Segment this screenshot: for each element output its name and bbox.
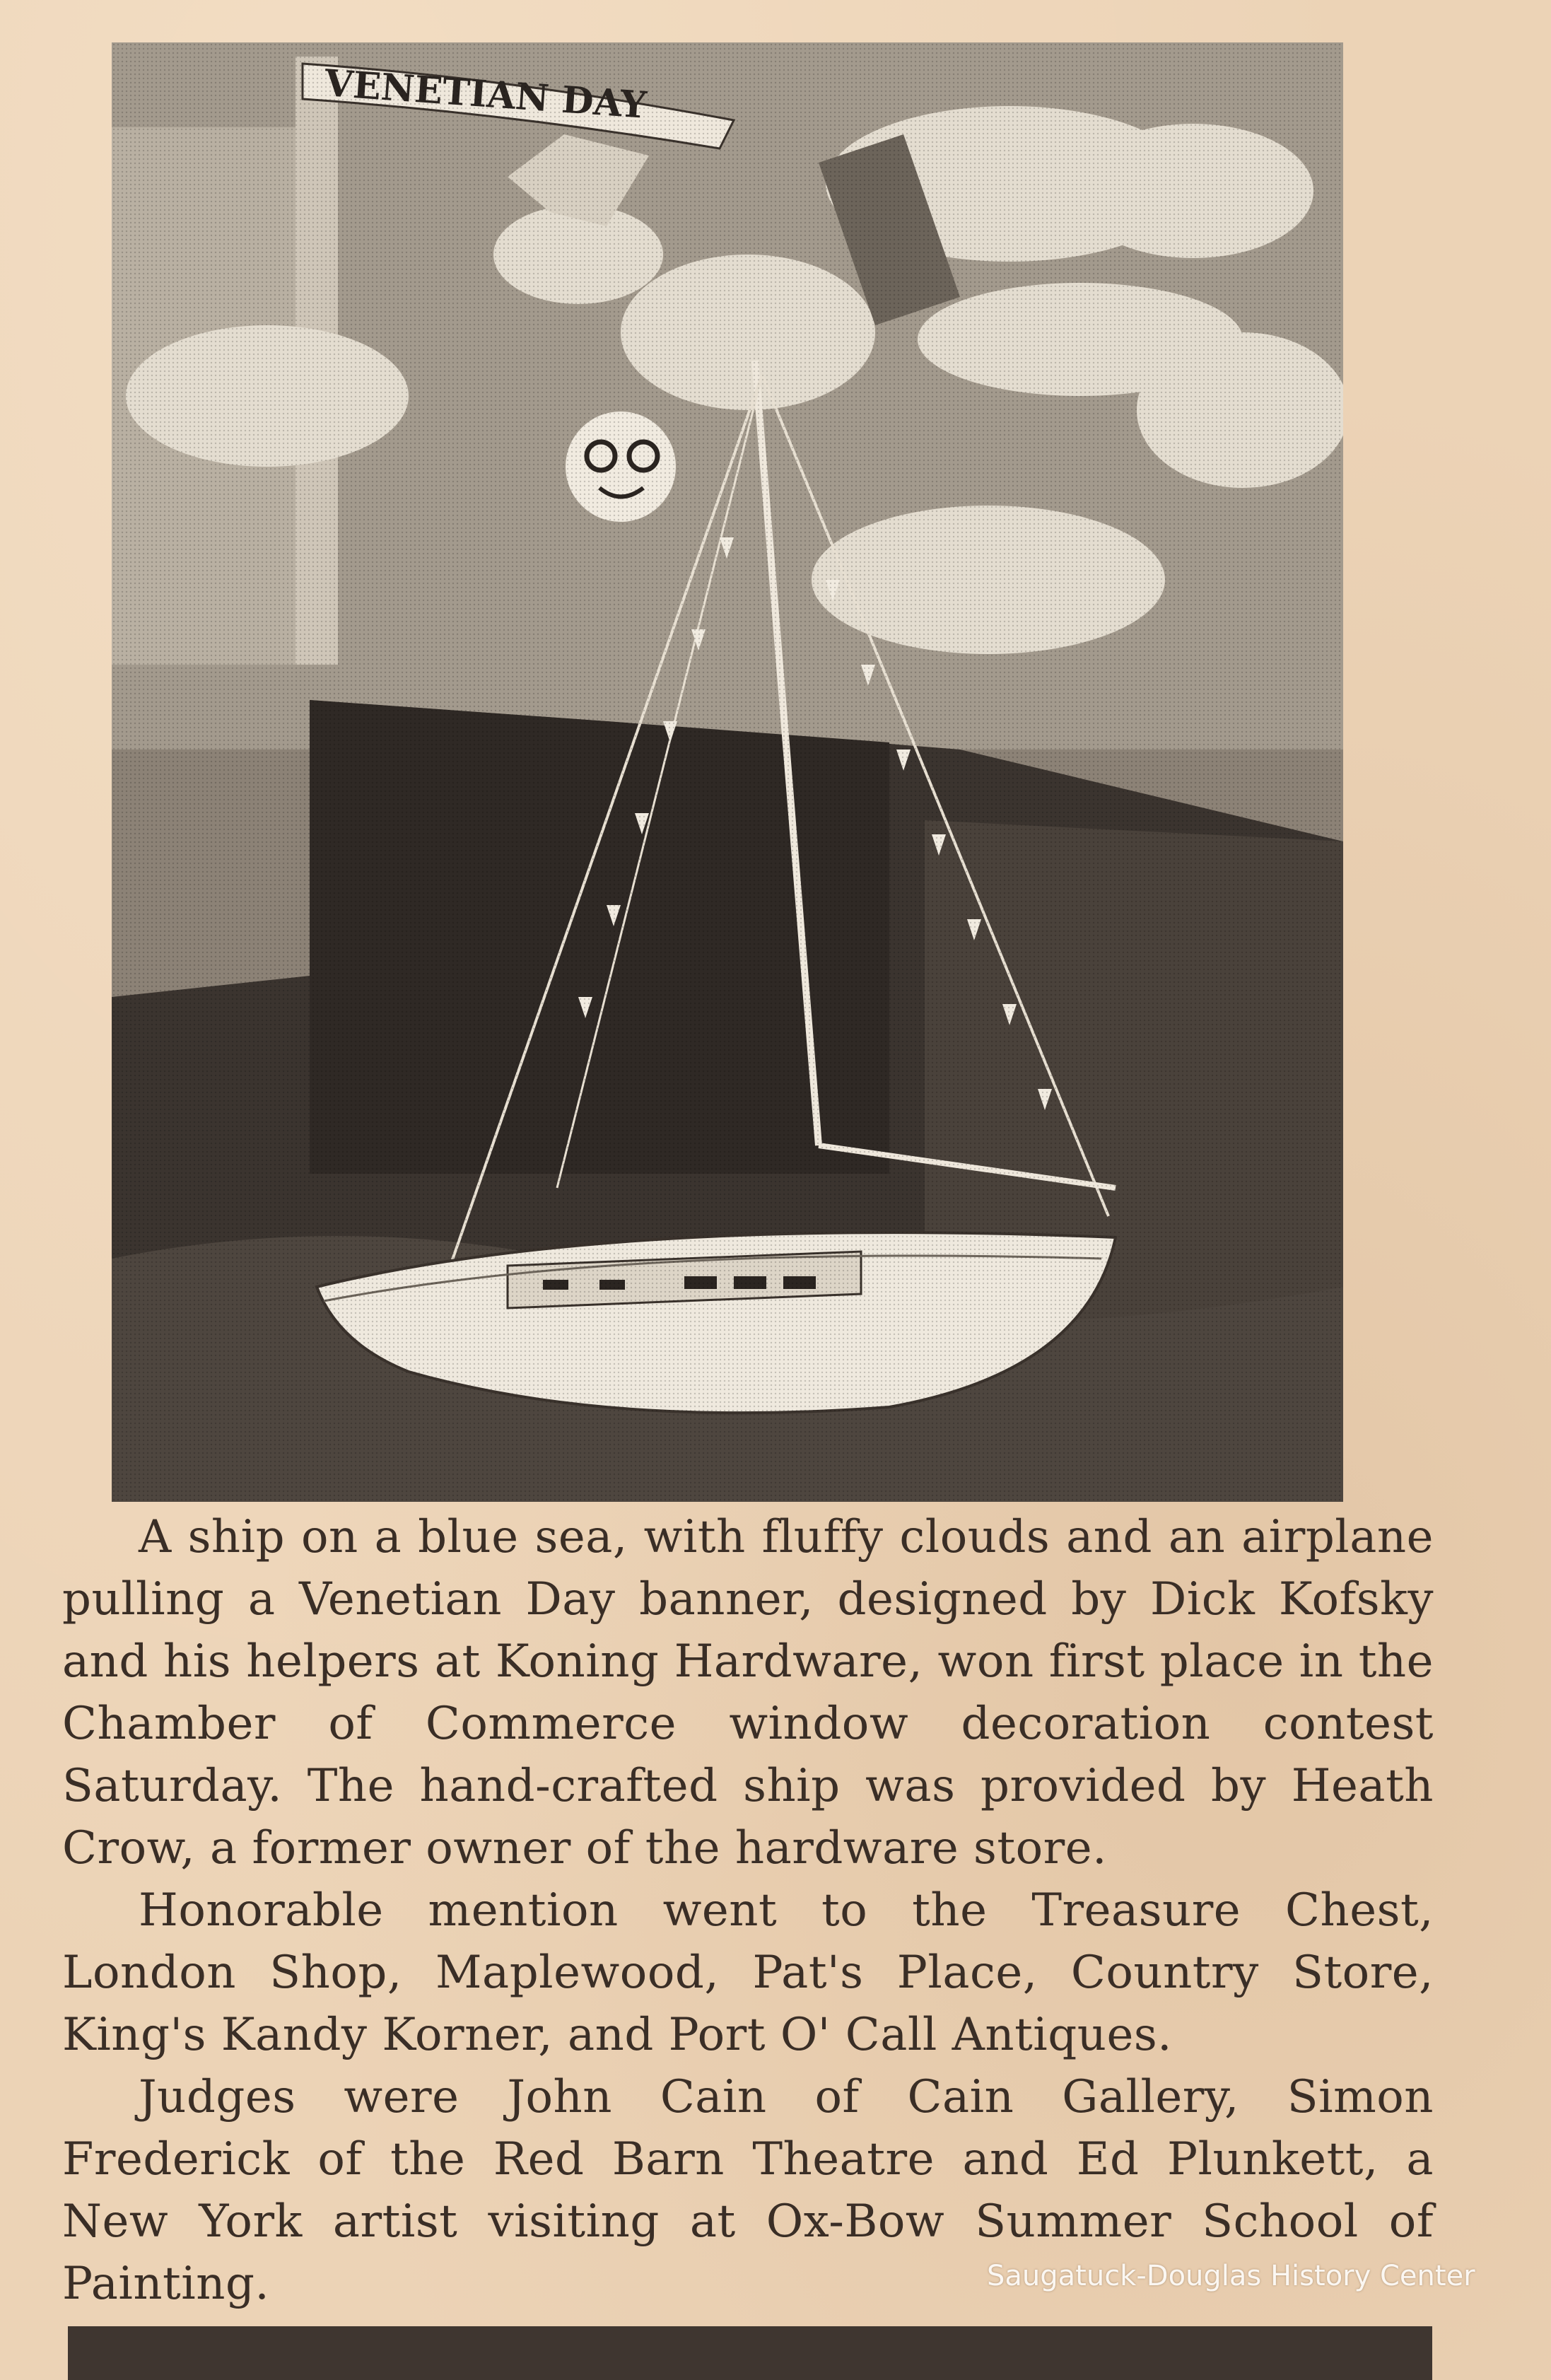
photo-caption [62,1506,1434,2315]
ship-window-photo-illustration [112,42,1343,1502]
watermark-credit: Saugatuck-Douglas History Center [987,2260,1475,2292]
caption-paragraph: Honorable mention went to the Treasure Chest, London Shop, Maplewood, Pat's Place, Country Store, King's Kandy Korner, and Port O' Call Antiques. [62,1884,1434,2061]
caption-paragraph: A ship on a blue sea, with fluffy clouds and an airplane pulling a Venetian Day banner, designed by Dick Kofsky and his helpers at Koning Hardware, won first place in the Chamber of Commerce window decoration contest Saturday. The hand-crafted ship was provided by Heath Crow, a former owner of the hardware store. [62,1511,1434,1874]
next-photo-edge [68,2326,1432,2380]
caption-paragraph: Judges were John Cain of Cain Gallery, Simon Frederick of the Red Barn Theatre and Ed Plunkett, a New York artist visiting at Ox-Bow Summer School of Painting. [62,2071,1434,2310]
window-display-photo [112,42,1343,1502]
